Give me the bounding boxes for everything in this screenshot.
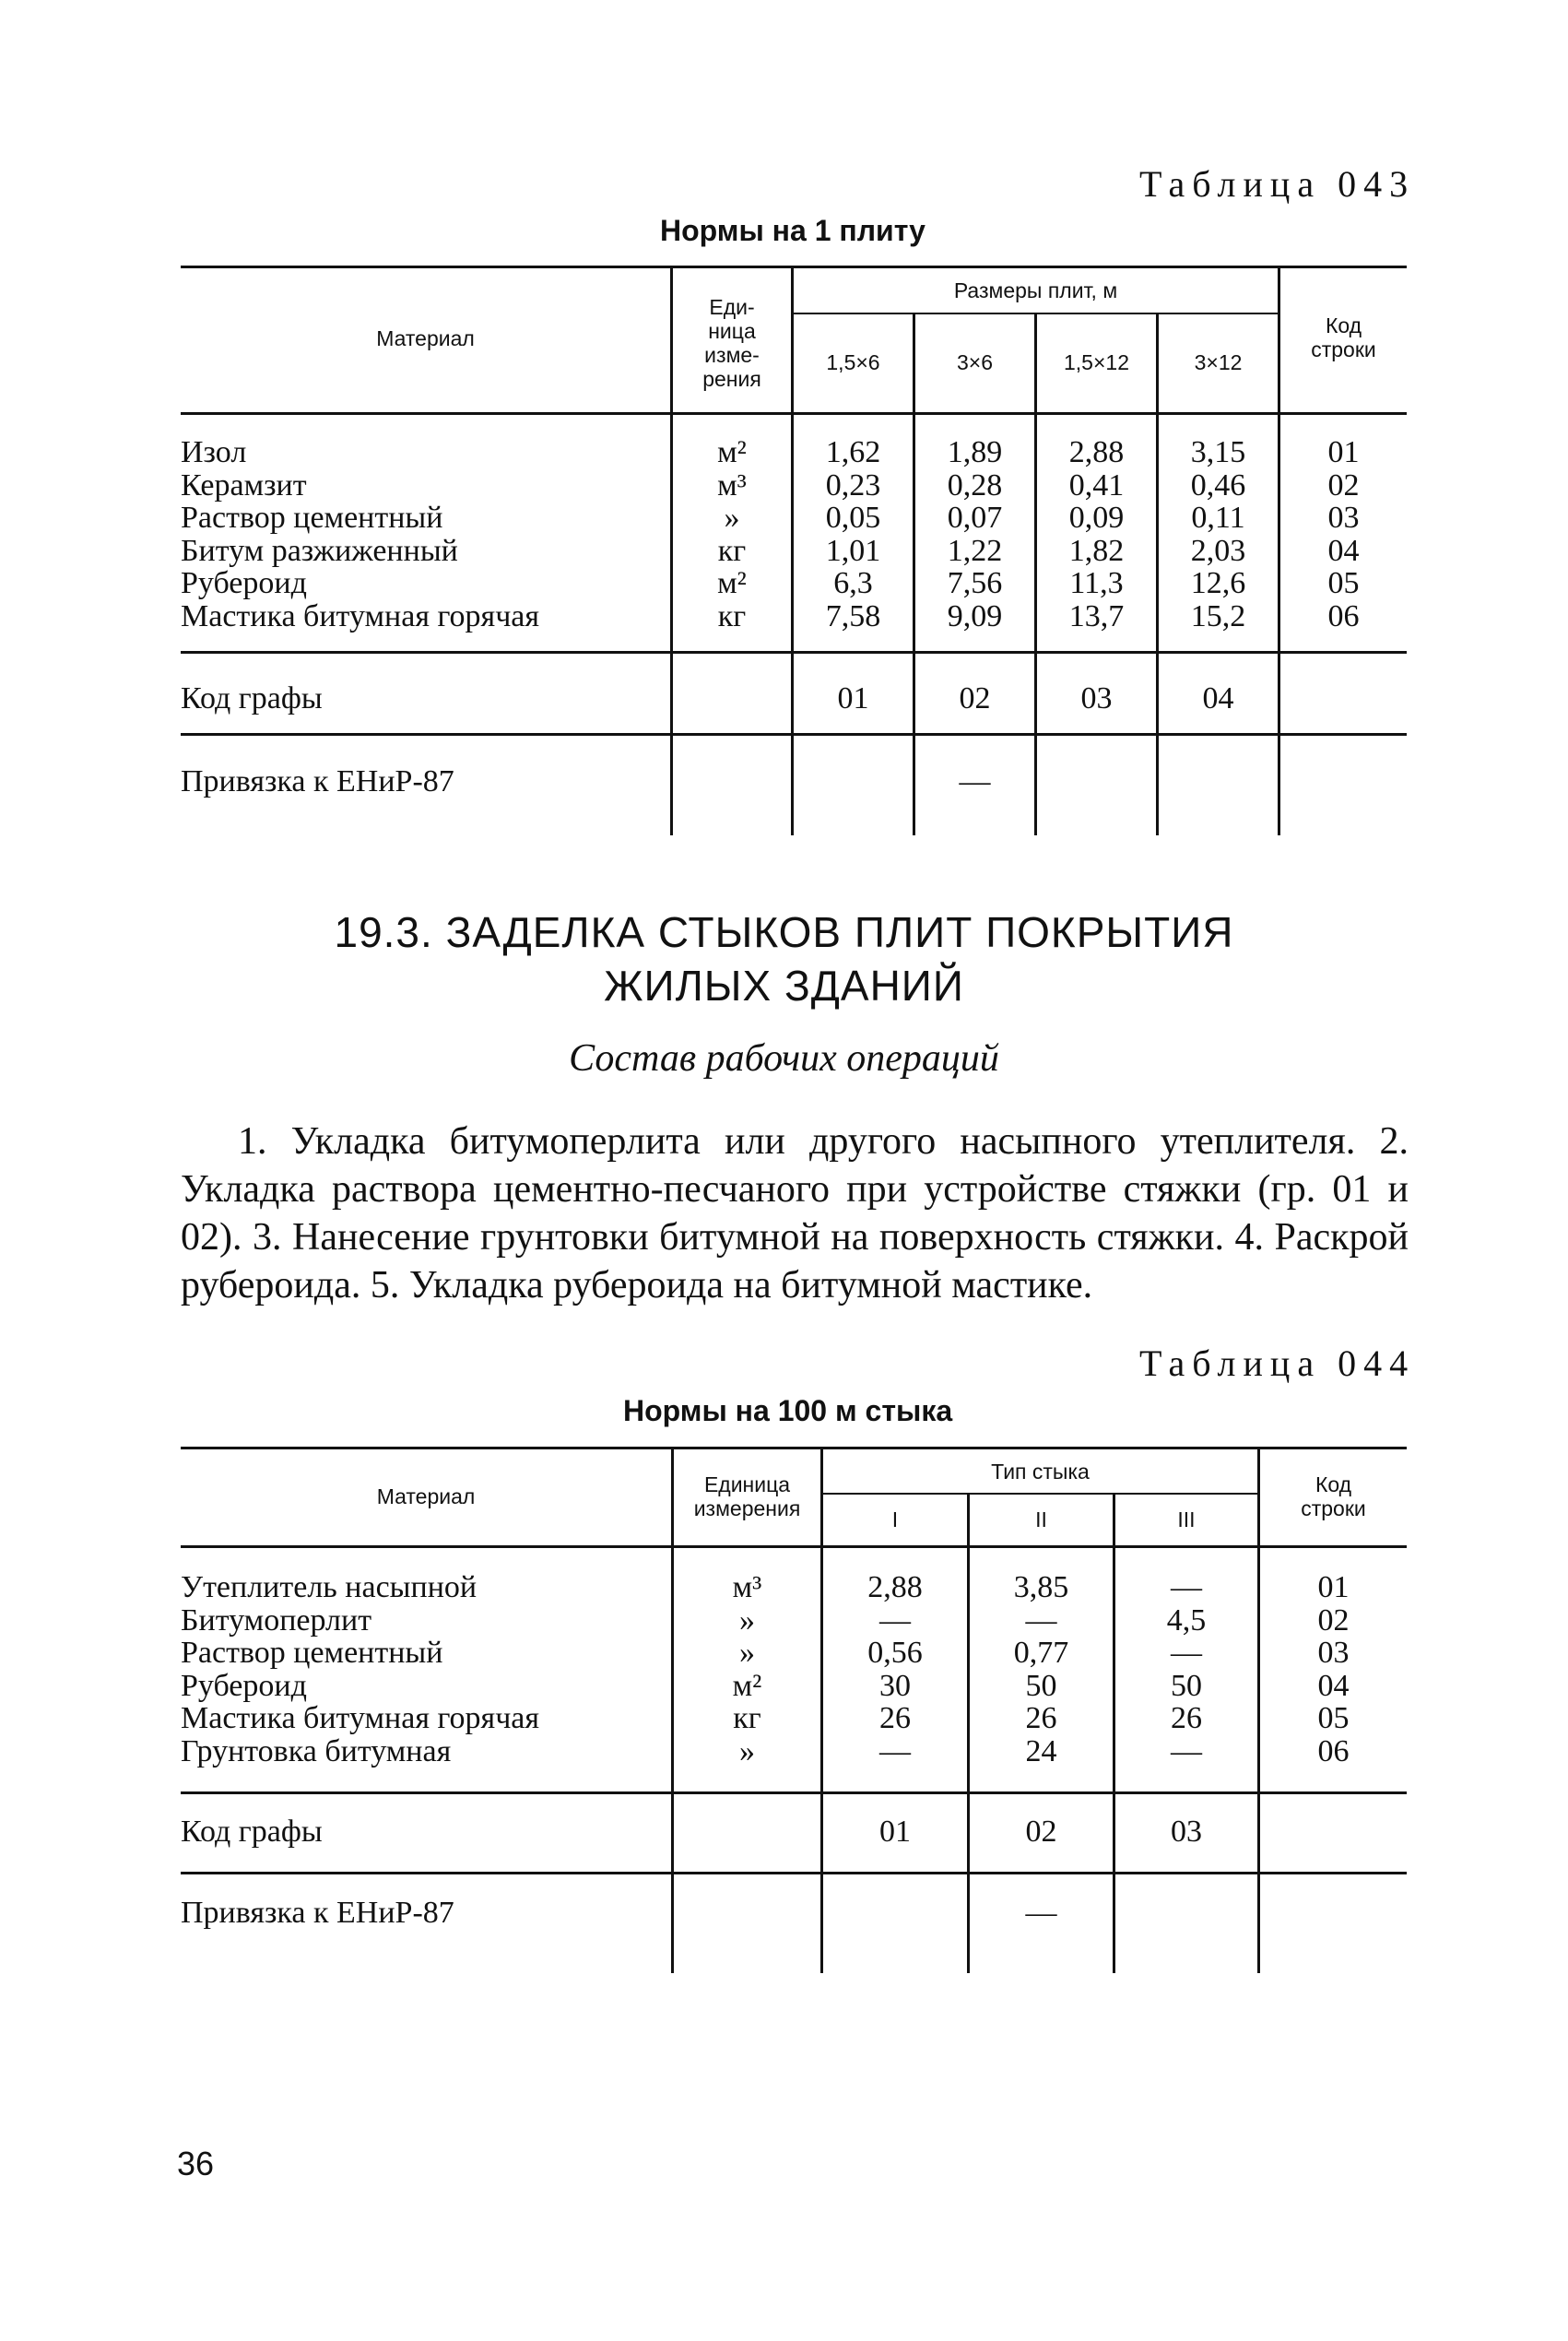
table-cell: 0,56	[867, 1636, 923, 1670]
graph-code: 03	[1080, 681, 1113, 715]
table-cell: 12,6	[1190, 566, 1246, 600]
table-cell: 2,88	[1068, 435, 1125, 469]
section-subtitle: Состав рабочих операций	[569, 1037, 999, 1080]
table-044-caption: Нормы на 100 м стыка	[623, 1394, 953, 1427]
binding-label: Привязка к ЕНиР-87	[181, 764, 454, 798]
binding-value: —	[1025, 1896, 1057, 1930]
table-cell: »	[739, 1733, 755, 1768]
table-cell: 1,62	[825, 435, 881, 469]
table-cell: 26	[1171, 1701, 1202, 1735]
units-column	[674, 1571, 820, 1768]
table-cell: 3,15	[1190, 435, 1246, 469]
table-cell: 0,41	[1068, 467, 1125, 502]
material-name: Раствор цементный	[181, 1636, 443, 1670]
material-name: Грунтовка битумная	[181, 1733, 452, 1768]
table-cell: 24	[1025, 1733, 1057, 1768]
header-type-group: Тип стыка	[991, 1460, 1090, 1484]
material-name: Мастика битумная горячая	[181, 598, 540, 633]
size-4-column	[1159, 436, 1278, 633]
header-sizes-group: Размеры плит, м	[953, 278, 1118, 302]
unit-value: »	[724, 501, 740, 535]
graph-code: 01	[837, 681, 869, 715]
table-cell: 1,82	[1068, 533, 1125, 568]
size-2-column	[915, 436, 1034, 633]
header-unit: Еди- ница изме- рения	[702, 295, 761, 391]
table-cell: 01	[1317, 1570, 1350, 1604]
graph-code: 04	[1202, 681, 1234, 715]
table-cell: 9,09	[947, 598, 1003, 633]
table-cell: 11,3	[1069, 566, 1124, 600]
header-type-1: I	[891, 1507, 899, 1531]
table-cell: 0,28	[947, 467, 1003, 502]
table-044-label: Таблица 044	[1139, 1342, 1416, 1384]
unit-value: м²	[717, 435, 747, 469]
header-type-3: III	[1177, 1507, 1196, 1531]
header-code: Код строки	[1311, 313, 1376, 361]
size-3-column	[1037, 436, 1156, 633]
table-cell: 26	[1025, 1701, 1057, 1735]
table-cell: 15,2	[1190, 598, 1246, 633]
table-cell: 0,05	[825, 501, 881, 535]
table-cell: —	[1025, 1602, 1057, 1638]
section-title: 19.3. ЗАДЕЛКА СТЫКОВ ПЛИТ ПОКРЫТИЯ ЖИЛЫХ ЗДАНИЙ	[334, 908, 1234, 1010]
table-cell: 0,09	[1068, 501, 1125, 535]
table-cell: 50	[1171, 1668, 1202, 1703]
table-cell: —	[879, 1733, 911, 1768]
materials-column	[181, 1571, 539, 1768]
units-column	[673, 436, 791, 633]
table-cell: 02	[1327, 467, 1360, 502]
material-name: Изол	[181, 435, 247, 469]
table-043-label: Таблица 043	[1139, 163, 1416, 205]
size-1-column	[794, 436, 913, 633]
table-cell: 30	[879, 1668, 911, 1703]
graph-code: 02	[1025, 1815, 1057, 1849]
header-material: Материал	[376, 1484, 476, 1508]
table-cell: 0,07	[947, 501, 1003, 535]
type-3-column	[1115, 1571, 1257, 1768]
graph-code: 01	[879, 1815, 911, 1849]
table-cell: 7,56	[947, 566, 1003, 600]
table-cell: 05	[1317, 1701, 1350, 1735]
operations-paragraph: 1. Укладка битумоперлита или другого насыпного утеплителя. 2. Укладка раствора цементно-песчаного при устройстве стяжки (гр. 01 и 02). 3. Нанесение грунтовки битумной на поверхность стяжки. 4. Раскрой рубероида. 5. Укладка рубероида на битумной мастике.	[181, 1120, 1409, 1306]
table-cell: 2,03	[1190, 533, 1246, 568]
header-size-1: 1,5×6	[826, 350, 880, 374]
table-cell: 3,85	[1013, 1570, 1069, 1604]
material-name: Керамзит	[181, 467, 307, 502]
table-043-caption: Нормы на 1 плиту	[660, 214, 925, 247]
table-cell: 4,5	[1166, 1602, 1207, 1638]
material-name: Раствор цементный	[181, 501, 443, 535]
table-cell: 0,46	[1190, 467, 1246, 502]
table-cell: »	[739, 1602, 755, 1638]
table-cell: —	[1171, 1570, 1202, 1604]
binding-label: Привязка к ЕНиР-87	[181, 1896, 454, 1930]
unit-value: м²	[717, 566, 747, 600]
table-cell: 1,22	[947, 533, 1003, 568]
table-cell: м²	[732, 1668, 762, 1703]
table-cell: 6,3	[833, 566, 873, 600]
header-size-2: 3×6	[956, 350, 993, 374]
header-type-2: II	[1035, 1507, 1047, 1531]
materials-column	[181, 436, 539, 633]
table-cell: 04	[1317, 1668, 1350, 1703]
material-name: Битумоперлит	[181, 1602, 372, 1638]
table-cell: м³	[732, 1570, 762, 1604]
material-name: Рубероид	[181, 1668, 307, 1703]
material-name: Рубероид	[181, 566, 307, 600]
table-cell: 7,58	[825, 598, 881, 633]
table-cell: 03	[1327, 501, 1360, 535]
binding-value: —	[959, 764, 991, 798]
header-material: Материал	[376, 326, 475, 350]
table-cell: 04	[1327, 533, 1360, 568]
table-cell: —	[1171, 1733, 1202, 1768]
table-cell: 01	[1327, 435, 1360, 469]
unit-value: кг	[717, 598, 747, 633]
table-cell: 2,88	[867, 1570, 923, 1604]
table-cell: —	[1171, 1636, 1202, 1670]
table-cell: 03	[1317, 1636, 1350, 1670]
codes-column	[1280, 436, 1407, 633]
table-cell: 1,01	[825, 533, 881, 568]
header-size-4: 3×12	[1194, 350, 1243, 374]
table-cell: 13,7	[1068, 598, 1125, 633]
page-number: 36	[177, 2145, 215, 2182]
header-unit: Единица измерения	[693, 1472, 801, 1520]
table-cell: 0,77	[1013, 1636, 1069, 1670]
codes-column	[1260, 1571, 1407, 1768]
table-cell: кг	[733, 1701, 761, 1735]
table-cell: 1,89	[947, 435, 1003, 469]
table-cell: 50	[1025, 1668, 1057, 1703]
unit-value: м³	[717, 467, 747, 502]
table-cell: »	[739, 1636, 755, 1670]
type-1-column	[823, 1571, 967, 1768]
header-code: Код строки	[1301, 1472, 1366, 1520]
table-cell: 05	[1327, 566, 1360, 600]
graph-code: 03	[1171, 1815, 1202, 1849]
table-cell: 06	[1327, 598, 1360, 633]
graph-code: 02	[959, 681, 991, 715]
unit-value: кг	[717, 533, 747, 568]
header-size-3: 1,5×12	[1064, 350, 1129, 374]
material-name: Мастика битумная горячая	[181, 1701, 540, 1735]
table-cell: 0,11	[1191, 501, 1245, 535]
material-name: Утеплитель насыпной	[181, 1570, 477, 1604]
table-cell: —	[879, 1602, 911, 1638]
table-cell: 0,23	[825, 467, 881, 502]
graph-code-label: Код графы	[181, 681, 323, 715]
material-name: Битум разжиженный	[181, 533, 458, 568]
table-cell: 02	[1317, 1602, 1350, 1638]
table-cell: 26	[879, 1701, 911, 1735]
table-cell: 06	[1317, 1733, 1350, 1768]
graph-code-label: Код графы	[181, 1815, 323, 1849]
type-2-column	[970, 1571, 1113, 1768]
